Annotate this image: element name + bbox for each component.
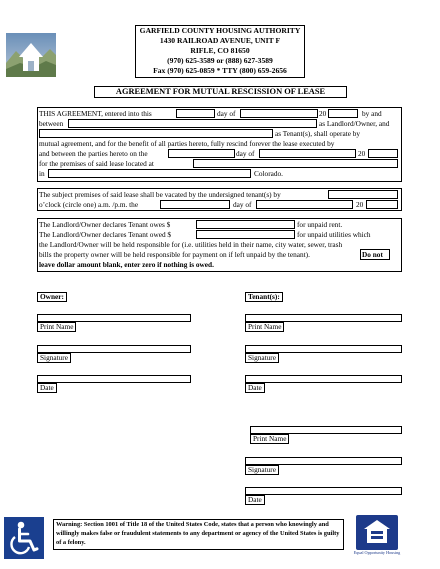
tenant2-date-field[interactable] [245,487,402,495]
agreement-text: day of [236,149,255,158]
agreement-text: as Landlord/Owner, and [319,119,390,128]
agreement-year-field[interactable] [328,109,358,118]
agency-address-line2: RIFLE, CO 81650 [190,46,250,55]
owes-text: for unpaid utilities which [297,230,371,239]
agreement-text: between [39,119,64,128]
owner-signature-field[interactable] [37,345,191,353]
tenant1-signature-field[interactable] [245,345,402,353]
lease-year-field[interactable] [368,149,398,158]
tenant1-print-name-field[interactable] [245,314,402,322]
agreement-text: for the premises of said lease located at [39,159,154,168]
agreement-month-field[interactable] [240,109,318,118]
agreement-text: day of [217,109,236,118]
tenant2-date-label: Date [245,495,265,505]
vacate-tenant-field[interactable] [328,190,398,199]
tenant2-signature-label: Signature [245,465,279,475]
agreement-text: mutual agreement, and for the benefit of all parties hereto, fully rescind forever the lease executed by [39,139,335,148]
agreement-text: THIS AGREEMENT, entered into this [39,109,152,118]
tenant1-print-name-label: Print Name [245,322,284,332]
owes-text: The Landlord/Owner declares Tenant owed $ [39,230,172,239]
tenant1-date-field[interactable] [245,375,402,383]
owner-label: Owner: [37,292,67,302]
unpaid-utilities-amount-field[interactable] [196,230,295,239]
vacate-text: day of [233,200,252,209]
owes-text: The Landlord/Owner declares Tenant owes $ [39,220,171,229]
housing-authority-logo [6,33,56,77]
do-not-notice: Do not [362,250,383,259]
owner-date-field[interactable] [37,375,191,383]
premises-city-field[interactable] [48,169,251,178]
agency-address-line1: 1430 RAILROAD AVENUE, UNIT F [159,36,281,45]
document-title: AGREEMENT FOR MUTUAL RESCISSION OF LEASE [115,87,326,96]
blank-amount-notice: leave dollar amount blank, enter zero if nothing is owed. [39,260,214,269]
owes-text: the Landlord/Owner will be held responsible for (i.e. utilities held in their name, city water, sewer, trash [39,240,343,249]
agreement-day-field[interactable] [176,109,215,118]
agreement-text: as Tenant(s), shall operate by [275,129,361,138]
agency-name: GARFIELD COUNTY HOUSING AUTHORITY [139,26,301,35]
agreement-text: and between the parties hereto on the [39,149,148,158]
tenant2-print-name-field[interactable] [250,426,402,434]
unpaid-rent-amount-field[interactable] [196,220,295,229]
felony-warning: Warning: Section 1001 of Title 18 of the United States Code, states that a person who knowingly and willingly makes false or fraudulent statements to any department or agency of the United States is guilty of a felony. [56,521,340,546]
owner-print-name-field[interactable] [37,314,191,322]
premises-address-field[interactable] [193,159,398,168]
owner-print-name-label: Print Name [37,322,76,332]
tenant-label: Tenant(s): [245,292,283,302]
owner-signature-label: Signature [37,353,71,363]
agency-fax-tty: Fax (970) 625-0859 * TTY (800) 659-2656 [153,66,287,75]
lease-month-field[interactable] [259,149,356,158]
agreement-text: in [39,169,45,178]
vacate-text: The subject premises of said lease shall be vacated by the undersigned tenant(s) by [39,190,281,199]
tenant1-signature-label: Signature [245,353,279,363]
agreement-text: 20 [319,109,327,118]
agreement-text: Colorado. [254,169,283,178]
tenant-names-field[interactable] [39,129,273,138]
tenant2-signature-field[interactable] [245,457,402,465]
landlord-name-field[interactable] [68,119,317,128]
tenant1-date-label: Date [245,383,265,393]
tenant2-print-name-label: Print Name [250,434,289,444]
owner-date-label: Date [37,383,57,393]
vacate-year-field[interactable] [366,200,398,209]
agency-phone: (970) 625-3589 or (888) 627-3589 [167,56,273,65]
vacate-text: 20 [356,200,364,209]
owes-text: bills the property owner will be held responsible for payment on if left unpaid by the tenant). [39,250,310,259]
vacate-day-field[interactable] [160,200,230,209]
vacate-month-field[interactable] [256,200,353,209]
accessibility-icon [4,517,44,559]
agreement-text: by and [362,109,382,118]
lease-day-field[interactable] [168,149,235,158]
vacate-text: o’clock (circle one) a.m. /p.m. the [39,200,139,209]
owes-text: for unpaid rent. [297,220,343,229]
equal-housing-icon [356,515,398,550]
agreement-text: 20 [358,149,366,158]
equal-housing-label: Equal Opportunity Housing [353,550,401,555]
